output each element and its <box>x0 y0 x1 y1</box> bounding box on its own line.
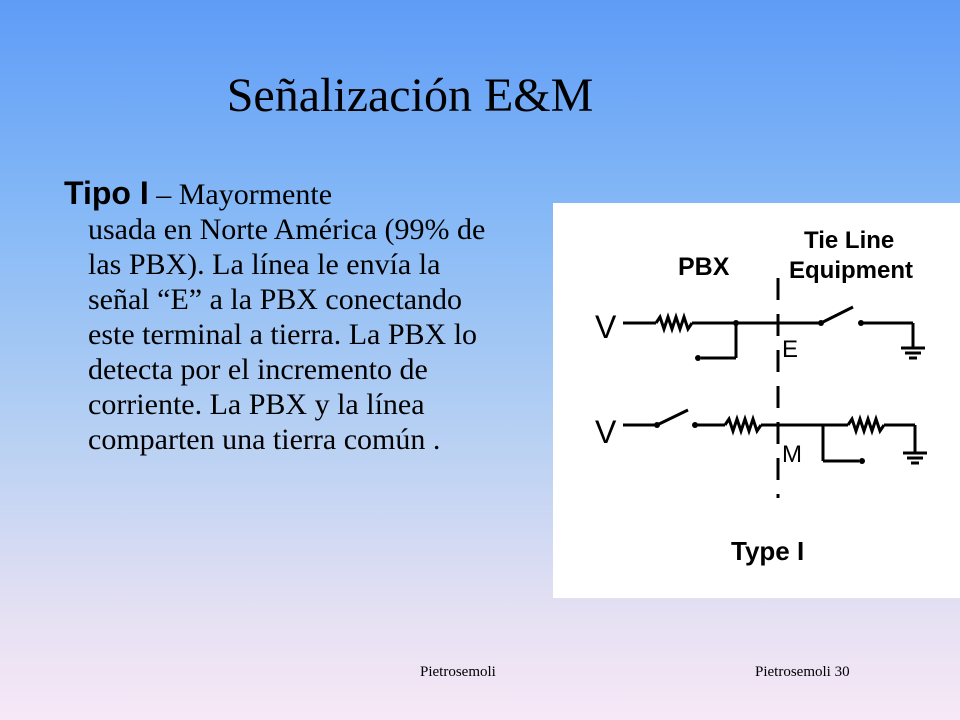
bottom-resistor-pbx <box>725 419 761 431</box>
contact-dot <box>654 422 660 428</box>
lead-term: Tipo I <box>64 175 149 211</box>
em-signaling-diagram <box>553 203 960 598</box>
footer-author: Pietrosemoli <box>420 664 496 680</box>
junction-dot <box>733 320 739 326</box>
footer-page-number: Pietrosemoli 30 <box>755 664 850 680</box>
contact-dot <box>858 320 864 326</box>
diagram-caption: Type I <box>731 536 805 566</box>
label-e: E <box>782 336 799 363</box>
label-v-bottom: V <box>595 414 617 450</box>
bottom-switch <box>657 410 688 425</box>
top-switch <box>821 307 853 323</box>
contact-dot <box>695 355 701 361</box>
contact-dot <box>692 422 698 428</box>
slide-title: Señalización E&M <box>226 69 594 122</box>
contact-dot <box>818 320 824 326</box>
label-v-top: V <box>595 309 617 345</box>
label-pbx: PBX <box>678 253 730 281</box>
bottom-resistor-line <box>848 419 884 431</box>
body-paragraph <box>64 175 488 457</box>
contact-dot <box>859 458 865 464</box>
top-resistor <box>656 317 692 329</box>
first-line <box>64 176 488 212</box>
first-line-rest: – Mayormente <box>148 178 333 211</box>
label-tie-line-1: Tie Line <box>804 227 895 254</box>
label-tie-line-2: Equipment <box>789 257 913 284</box>
label-m: M <box>782 441 802 468</box>
paragraph-rest: usada en Norte América (99% de las PBX). La línea le envía la señal “E” a la PBX conectando este terminal a tierra. La PBX lo detecta por el incremento de corriente. La PBX y la línea comparten una tierra común . <box>88 213 486 456</box>
circuit-svg <box>553 203 960 598</box>
